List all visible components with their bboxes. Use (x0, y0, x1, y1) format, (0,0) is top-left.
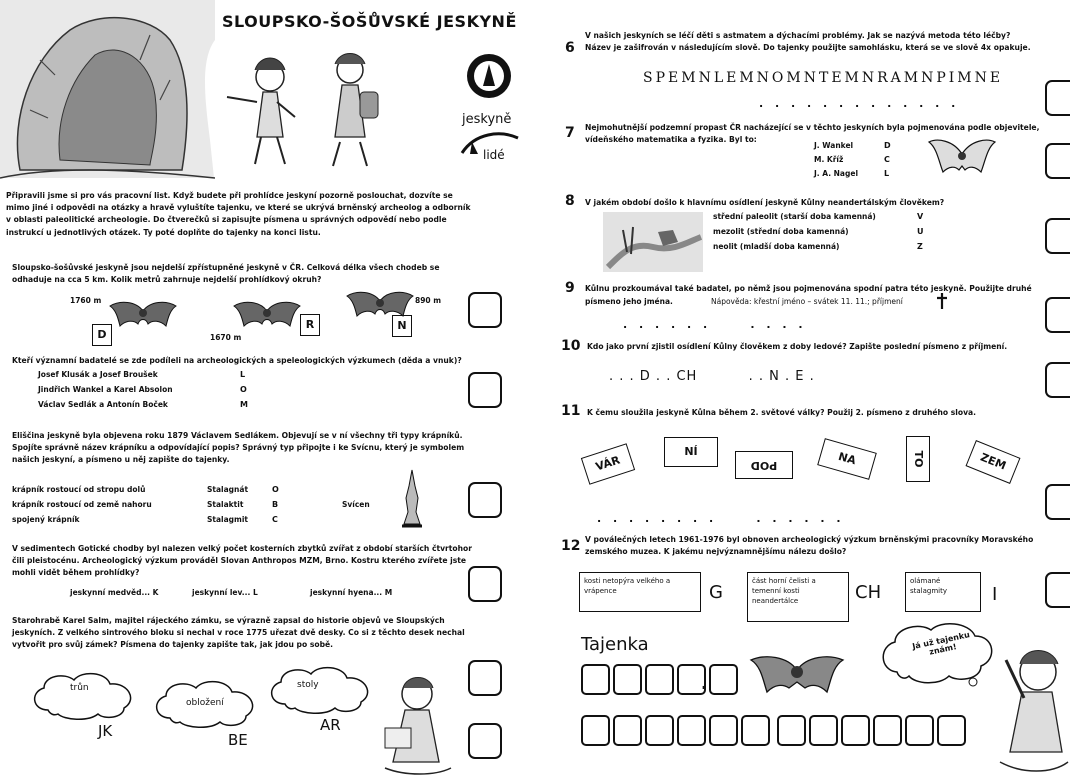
q8-option: mezolit (střední doba kamenná) (713, 227, 849, 236)
q2-option-letter: L (240, 370, 246, 379)
q3-letter: C (272, 515, 278, 524)
answer-box-4[interactable] (468, 566, 502, 602)
card-letter: I (992, 584, 998, 605)
bat-icon (747, 650, 847, 700)
bubble-text: Já už tajenku znám! (911, 630, 971, 657)
bat-icon (345, 286, 415, 326)
cipher-word: SPEMNLEMNOMNTEMNRAMNPIMNE (643, 70, 1004, 86)
q8-option-letter: V (917, 212, 924, 221)
cloud-shape (265, 664, 377, 716)
q1-letter-n: N (392, 315, 412, 337)
intro-text: Připravili jsme si pro vás pracovní list. Když budete při prohlídce jeskyní pozorně poslouchat, dozvíte se mimo jiné i odpovědi na otázky a hravě vyluštíte tajenku, ve které se ukrývá brněnský archeolog a odborník v oblasti paleolitické archeologie. Do čtverečků si zapisujte písmena u správných odpovědí nebo podle instrukcí u jednotlivých otázek. Ty poté doplňte do tajenky na konci listu. (6, 191, 471, 237)
tajenka-dot: . (701, 674, 708, 693)
q8-option-letter: U (917, 227, 924, 236)
question-5-text: Starohrabě Karel Salm, majitel rájeckého zámku, se výrazně zapsal do historie objevů ve Sloupských jeskyních. Z velkého sintrového bloku si nechal v roce 1775 uřezat dvě desky. Co si z těchto desek nechal vytvořit pro svůj zámek? Písmena do tajenky zapište tak, jak jdou po sobě. (12, 616, 465, 650)
answer-box-6[interactable] (1045, 80, 1070, 116)
answer-box-9[interactable] (1045, 297, 1070, 333)
question-12-text: V poválečných letech 1961-1976 byl obnoven archeologický výzkum brněnskými pracovníky Moravského zemského muzea. K jakému nejvýznamnějšímu nálezu došlo? (585, 535, 1034, 557)
syllable-card[interactable]: VÁR (581, 443, 635, 484)
q4-option-c: jeskynní hyena... M (310, 588, 393, 597)
tajenka-box[interactable] (613, 664, 642, 695)
stalagmite-candlestick-illustration (398, 468, 426, 532)
q7-option: M. Kříž (814, 155, 844, 164)
card-letter: CH (855, 582, 882, 603)
question-number: 10 (561, 338, 581, 354)
tajenka-box[interactable] (809, 715, 838, 746)
answer-card: olámané stalagmity (905, 572, 981, 612)
answer-box-2[interactable] (468, 372, 502, 408)
q2-option: Jindřich Wankel a Karel Absolon (38, 385, 173, 394)
q1-letter-d: D (92, 324, 112, 346)
answer-card: část horní čelisti a temenní kosti neandertálce (747, 572, 849, 622)
cave-people-illustration (215, 42, 395, 172)
syllable-card[interactable]: NÍ (664, 437, 718, 467)
tajenka-box[interactable] (777, 715, 806, 746)
question-8-text: V jakém období došlo k hlavnímu osídlení jeskyně Kůlny neandertálským člověkem? (585, 198, 945, 207)
q7-option-letter: L (884, 169, 890, 178)
answer-box-7[interactable] (1045, 143, 1070, 179)
question-1-text: Sloupsko-šošůvské jeskyně jsou nejdelší zpřístupněné jeskyně v ČR. Celková délka všech chodeb se odhaduje na cca 5 km. Kolik metrů zahrnuje nejdelší prohlídkový okruh? (12, 263, 440, 285)
q2-option: Josef Klusák a Josef Broušek (38, 370, 158, 379)
logo-text-bottom: lidé (483, 148, 505, 162)
q3-letter: O (272, 485, 279, 494)
q7-option-letter: C (884, 155, 890, 164)
answer-box-3[interactable] (468, 482, 502, 518)
q4-option-b: jeskynní lev... L (192, 588, 258, 597)
card-letter: G (709, 582, 723, 603)
answer-dots: . . . . . . . . . . . . . (759, 97, 960, 110)
answer-card: kosti netopýra velkého a vrápence (579, 572, 701, 612)
q3-name: Stalagnát (207, 485, 249, 494)
answer-box-5b[interactable] (468, 723, 502, 759)
cave-logo (465, 52, 513, 100)
q3-letter: B (272, 500, 279, 509)
svicen-label: Svícen (342, 500, 370, 509)
question-10-text: Kdo jako první zjistil osídlení Kůlny člověkem z doby ledové? Zapište poslední písmeno z příjmení. (587, 342, 1008, 351)
q3-name: Stalagmit (207, 515, 249, 524)
question-9-text-2: písmeno jeho jména. (585, 297, 673, 306)
waving-figure-illustration (992, 632, 1070, 780)
tajenka-box[interactable] (937, 715, 966, 746)
tajenka-box[interactable] (905, 715, 934, 746)
question-number: 12 (561, 538, 581, 554)
q3-name: Stalaktit (207, 500, 244, 509)
q4-option-a: jeskynní medvěd... K (70, 588, 159, 597)
question-6-text: V našich jeskyních se léčí děti s astmatem a dýchacími problémy. Jak se nazývá metoda této léčby? Název je zašifrován v následujícím slově. Do tajenky použijte samohlásku, která se ve slově 4x opakuje. (585, 31, 1031, 53)
cloud-word: stoly (297, 680, 319, 690)
tajenka-box[interactable] (613, 715, 642, 746)
question-9-text: Kůlnu prozkoumával také badatel, po němž jsou pojmenována spodní patra této jeskyně. Použijte druhé (585, 284, 1032, 293)
question-7-text: Nejmohutnější podzemní propast ČR nacházející se v těchto jeskyních byla pojmenována podle objevitele, vídeňského matematika a fyzika. Byl to: (585, 123, 1040, 145)
question-number: 11 (561, 403, 581, 419)
q7-option: J. Wankel (814, 141, 854, 150)
tajenka-box[interactable] (841, 715, 870, 746)
q1-letter-r: R (300, 314, 320, 336)
q1-option-b: 1670 m (210, 333, 242, 342)
tajenka-box[interactable] (581, 664, 610, 695)
cave-illustration (0, 0, 215, 180)
left-page (0, 0, 533, 780)
q2-option-letter: O (240, 385, 247, 394)
cloud-code: AR (320, 716, 341, 734)
right-page (537, 0, 1070, 780)
question-2-text: Kteří významní badatelé se zde podíleli na archeologických a speleologických výzkumech (děda a vnuk)? (12, 356, 462, 365)
tajenka-box[interactable] (741, 715, 770, 746)
question-number: 6 (565, 40, 575, 56)
q8-option: střední paleolit (starší doba kamenná) (713, 212, 876, 221)
q2-option: Václav Sedlák a Antonín Boček (38, 400, 168, 409)
tajenka-box[interactable] (677, 715, 706, 746)
question-4-text: V sedimentech Gotické chodby byl nalezen velký počet kosterních zbytků zvířat z období starších čtvrtohor čili pleistocénu. Archeologický výzkum prováděl Slovan Anthropos MZM, Brno. Kostru kterého zvířete jste mohli vidět během prohlídky? (12, 544, 473, 578)
answer-dots: . . . . . . . . . . (623, 318, 807, 331)
page-title: SLOUPSKO-ŠOŠŮVSKÉ JESKYNĚ (222, 12, 517, 31)
q10-answer-pattern: . . . D . . CH . . N . E . (609, 369, 815, 384)
tajenka-box[interactable] (873, 715, 902, 746)
question-number: 7 (565, 125, 575, 141)
prehistoric-hunt-illustration (603, 212, 703, 272)
tajenka-box[interactable] (645, 715, 674, 746)
tajenka-box[interactable] (709, 664, 738, 695)
answer-box-5a[interactable] (468, 660, 502, 696)
tajenka-box[interactable] (645, 664, 674, 695)
q1-option-c: 890 m (415, 296, 442, 305)
tajenka-box[interactable] (581, 715, 610, 746)
answer-box-10[interactable] (1045, 362, 1070, 398)
question-number: 8 (565, 193, 575, 209)
q2-option-letter: M (240, 400, 248, 409)
cloud-code: BE (228, 731, 248, 749)
tajenka-label: Tajenka (581, 634, 649, 655)
answer-dots: . . . . . . . . . . . . . . (597, 512, 845, 525)
logo-text-top: jeskyně (462, 112, 512, 127)
bat-icon (232, 296, 302, 336)
cross-icon (937, 293, 947, 309)
answer-box-1[interactable] (468, 292, 502, 328)
q8-option-letter: Z (917, 242, 923, 251)
q3-desc: krápník rostoucí od stropu dolů (12, 485, 146, 494)
tajenka-box[interactable] (709, 715, 738, 746)
reading-figure-illustration (375, 672, 455, 780)
bat-icon (927, 136, 997, 180)
syllable-card[interactable]: TO (906, 436, 930, 482)
syllable-card[interactable]: POD (735, 451, 793, 479)
q9-hint: Nápověda: křestní jméno – svátek 11. 11.; příjmení (711, 297, 903, 306)
q7-option: J. A. Nagel (814, 169, 859, 178)
q7-option-letter: D (884, 141, 891, 150)
q3-desc: spojený krápník (12, 515, 80, 524)
q8-option: neolit (mladší doba kamenná) (713, 242, 840, 251)
syllable-card[interactable]: NA (817, 438, 877, 480)
cloud-word: obložení (186, 698, 224, 708)
answer-box-12[interactable] (1045, 572, 1070, 608)
question-3-text: Eliščina jeskyně byla objevena roku 1879 Václavem Sedlákem. Objevují se v ní všechny tři typy krápníků. Spojíte správně název krápníku a odpovídající popis? Správný typ připojte i ke Svícnu, který je symbolem našich jeskyní, a písmeno u něj zapište do tajenky. (12, 431, 465, 465)
question-number: 9 (565, 280, 575, 296)
cloud-word: trůn (70, 683, 89, 693)
q1-option-a: 1760 m (70, 296, 102, 305)
question-11-text: K čemu sloužila jeskyně Kůlna během 2. světové války? Použij 2. písmeno z druhého slova. (587, 408, 977, 417)
cloud-shape (28, 670, 140, 722)
answer-box-11[interactable] (1045, 484, 1070, 520)
q3-desc: krápník rostoucí od země nahoru (12, 500, 152, 509)
bat-icon (108, 296, 178, 336)
cloud-code: JK (98, 722, 113, 740)
answer-box-8[interactable] (1045, 218, 1070, 254)
syllable-card[interactable]: ZEM (966, 440, 1021, 484)
